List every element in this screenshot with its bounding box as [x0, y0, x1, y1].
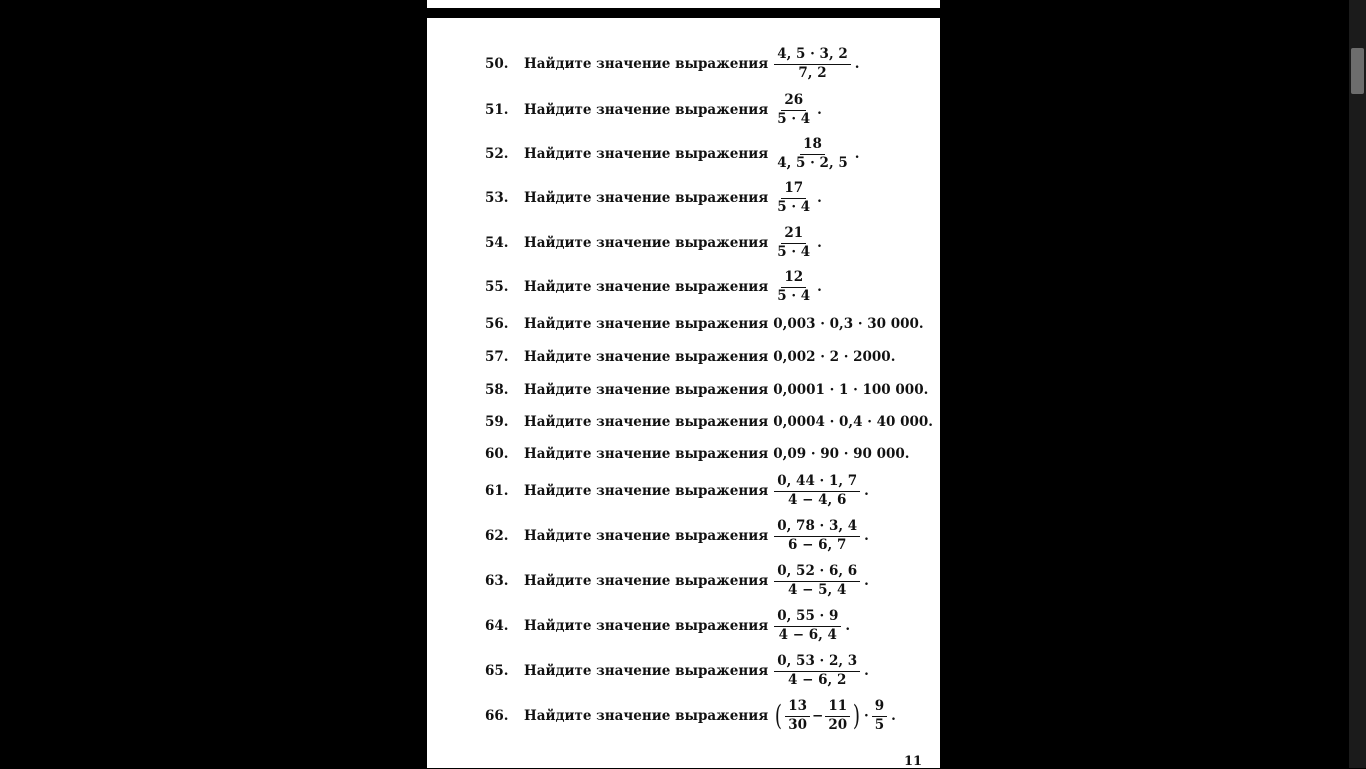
expression	[773, 700, 896, 732]
numerator: 26	[781, 94, 806, 111]
problem-number: 58.	[485, 382, 509, 398]
expression	[773, 520, 869, 552]
problem-prompt: Найдите значение выражения	[524, 414, 769, 430]
numerator: 0, 78 · 3, 4	[774, 520, 860, 537]
numerator: 4, 5 · 3, 2	[774, 48, 850, 65]
expression	[773, 271, 822, 303]
period: .	[845, 618, 851, 634]
problem-54	[485, 227, 822, 259]
expression: 0,0004 · 0,4 · 40 000.	[773, 414, 933, 430]
fraction	[774, 655, 860, 687]
problem-64	[485, 610, 850, 642]
denominator: 5 · 4	[777, 198, 811, 215]
problem-number: 54.	[485, 235, 509, 251]
fraction	[774, 610, 841, 642]
fraction	[785, 700, 810, 732]
page-number: 11	[904, 754, 923, 769]
expression	[773, 48, 859, 80]
expression	[773, 565, 869, 597]
problem-56	[485, 316, 924, 332]
fraction	[774, 182, 813, 214]
denominator: 5 · 4	[777, 110, 811, 127]
problem-number: 50.	[485, 56, 509, 72]
numerator: 0, 55 · 9	[774, 610, 841, 627]
numerator: 12	[781, 271, 806, 288]
denominator: 5 · 4	[777, 243, 811, 260]
period: .	[817, 235, 822, 251]
problem-50	[485, 48, 859, 80]
period: .	[817, 279, 822, 295]
numerator: 0, 44 · 1, 7	[774, 475, 860, 492]
problem-62	[485, 520, 869, 552]
period: .	[854, 146, 860, 162]
numerator: 18	[800, 138, 825, 155]
denominator: 5	[874, 716, 885, 733]
expression	[773, 94, 822, 126]
fraction	[774, 520, 860, 552]
problem-prompt: Найдите значение выражения	[524, 528, 769, 544]
problem-prompt: Найдите значение выражения	[524, 446, 769, 462]
problem-prompt: Найдите значение выражения	[524, 573, 769, 589]
fraction	[774, 565, 860, 597]
numerator: 0, 53 · 2, 3	[774, 655, 860, 672]
fraction	[774, 271, 813, 303]
expression: 0,0001 · 1 · 100 000.	[773, 382, 929, 398]
problem-number: 65.	[485, 663, 509, 679]
denominator: 4, 5 · 2, 5	[777, 154, 848, 171]
problem-prompt: Найдите значение выражения	[524, 618, 769, 634]
problem-prompt: Найдите значение выражения	[524, 349, 769, 365]
previous-page-edge	[427, 0, 940, 8]
problem-prompt: Найдите значение выражения	[524, 483, 769, 499]
period: .	[817, 190, 822, 206]
expression: 0,09 · 90 · 90 000.	[773, 446, 910, 462]
problem-60	[485, 446, 910, 462]
denominator: 4 − 5, 4	[788, 581, 847, 598]
numerator: 13	[785, 700, 810, 717]
fraction	[774, 138, 850, 170]
denominator: 4 − 6, 4	[778, 626, 837, 643]
problem-prompt: Найдите значение выражения	[524, 708, 769, 724]
numerator: 17	[781, 182, 806, 199]
multiply-sign: ·	[864, 708, 869, 724]
problem-61	[485, 475, 869, 507]
numerator: 9	[872, 700, 887, 717]
problem-number: 52.	[485, 146, 509, 162]
problem-prompt: Найдите значение выражения	[524, 190, 769, 206]
fraction	[774, 94, 813, 126]
minus-sign: −	[812, 708, 824, 724]
problem-prompt: Найдите значение выражения	[524, 382, 769, 398]
period: .	[891, 708, 896, 724]
denominator: 30	[788, 716, 807, 733]
period: .	[854, 56, 860, 72]
problem-prompt: Найдите значение выражения	[524, 279, 769, 295]
problem-65	[485, 655, 869, 687]
problem-prompt: Найдите значение выражения	[524, 235, 769, 251]
period: .	[864, 528, 869, 544]
denominator: 5 · 4	[777, 287, 811, 304]
problem-number: 59.	[485, 414, 509, 430]
period: .	[864, 483, 869, 499]
problem-58	[485, 382, 928, 398]
problem-57	[485, 349, 895, 365]
left-paren: (	[775, 699, 783, 732]
denominator: 4 − 4, 6	[788, 491, 847, 508]
problem-53	[485, 182, 822, 214]
expression: 0,003 · 0,3 · 30 000.	[773, 316, 924, 332]
right-paren: )	[853, 699, 861, 732]
denominator: 20	[828, 716, 848, 733]
problem-number: 56.	[485, 316, 509, 332]
expression	[773, 655, 869, 687]
expression	[773, 182, 822, 214]
problem-number: 53.	[485, 190, 509, 206]
vertical-scrollbar[interactable]	[1349, 0, 1366, 768]
fraction	[872, 700, 887, 732]
problem-number: 63.	[485, 573, 509, 589]
period: .	[817, 102, 822, 118]
problem-prompt: Найдите значение выражения	[524, 102, 769, 118]
problem-number: 51.	[485, 102, 509, 118]
document-page	[427, 18, 940, 768]
problem-number: 61.	[485, 483, 509, 499]
expression	[773, 227, 822, 259]
problem-prompt: Найдите значение выражения	[524, 316, 769, 332]
expression	[773, 138, 859, 170]
problem-number: 66.	[485, 708, 509, 724]
problem-prompt: Найдите значение выражения	[524, 663, 769, 679]
problem-number: 57.	[485, 349, 509, 365]
problem-52	[485, 138, 859, 170]
period: .	[864, 573, 869, 589]
fraction	[774, 48, 850, 80]
problem-number: 62.	[485, 528, 509, 544]
problem-prompt: Найдите значение выражения	[524, 146, 769, 162]
numerator: 21	[781, 227, 806, 244]
period: .	[864, 663, 869, 679]
expression: 0,002 · 2 · 2000.	[773, 349, 896, 365]
fraction	[774, 475, 860, 507]
scrollbar-thumb[interactable]	[1351, 48, 1364, 94]
problem-number: 60.	[485, 446, 509, 462]
expression	[773, 475, 869, 507]
problem-51	[485, 94, 822, 126]
problem-number: 55.	[485, 279, 509, 295]
denominator: 6 − 6, 7	[788, 536, 847, 553]
numerator: 11	[825, 700, 850, 717]
problem-prompt: Найдите значение выражения	[524, 56, 769, 72]
numerator: 0, 52 · 6, 6	[774, 565, 860, 582]
denominator: 4 − 6, 2	[788, 671, 847, 688]
fraction	[774, 227, 813, 259]
problem-63	[485, 565, 869, 597]
fraction	[825, 700, 850, 732]
problem-59	[485, 414, 933, 430]
problem-55	[485, 271, 822, 303]
expression	[773, 610, 850, 642]
problem-number: 64.	[485, 618, 509, 634]
problem-66	[485, 700, 896, 732]
denominator: 7, 2	[798, 64, 827, 81]
